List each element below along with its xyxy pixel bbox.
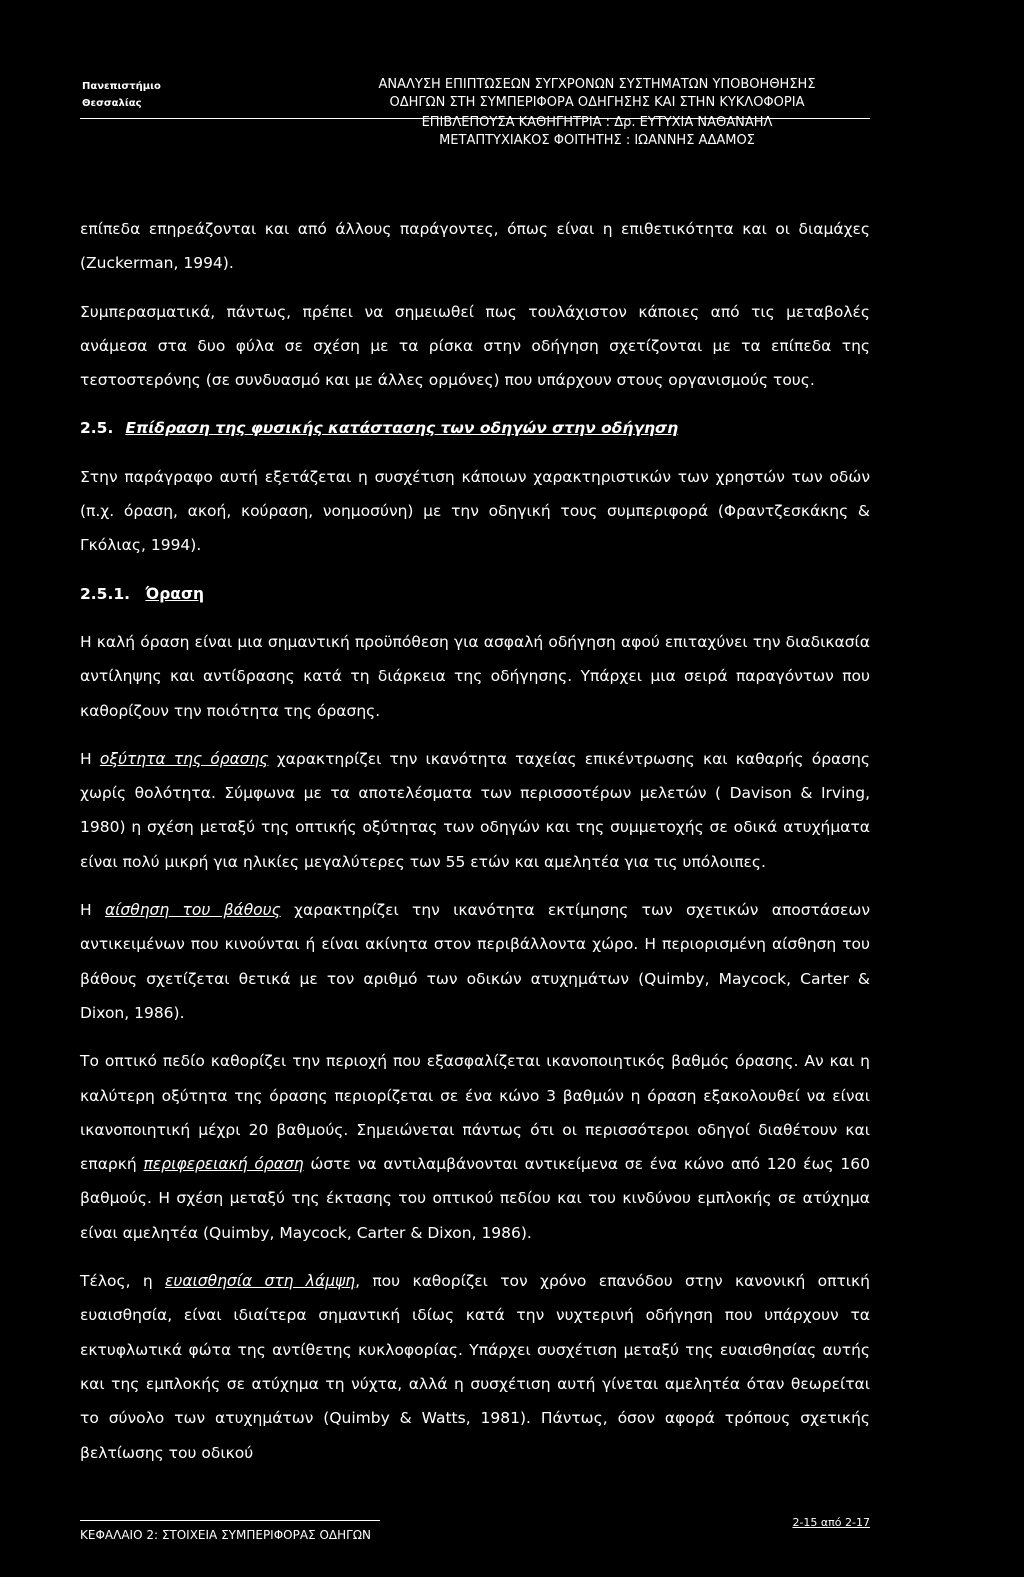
term-visual-acuity: οξύτητα της όρασης — [99, 749, 269, 768]
subsection-number: 2.5.1. — [80, 584, 131, 603]
header-institution-line1: Πανεπιστήμιο — [82, 81, 161, 92]
text: Τέλος, η — [80, 1272, 165, 1291]
section-heading-2-5 — [80, 411, 870, 445]
text: Η — [80, 901, 105, 920]
page-body — [80, 212, 870, 1484]
text: Το οπτικό πεδίο καθορίζει την περιοχή που εξασφαλίζεται ικανοποιητικός βαθμός όρασης. Αν και η καλύτερη οξύτητα της όρασης περιορίζεται σε ένα κώνο 3 βαθμών η όραση εξακολουθεί να είναι ικανοποιητική μέχρι 20 βαθμούς. Σημειώνεται πάντως ότι οι περισσότεροι οδηγοί διαθέτουν και επαρκή — [80, 1052, 870, 1174]
text: ώστε να αντιλαμβάνονται αντικείμενα σε ένα κώνο από 120 έως 160 βαθμούς. Η σχέση μεταξύ της έκτασης του οπτικού πεδίου και του κινδύνου εμπλοκής σε ατύχημα είναι αμελητέα (Quimby, Maycock, Carter & Dixon, 1986). — [80, 1155, 871, 1242]
paragraph-visual-field — [80, 1044, 870, 1250]
header-supervisor: ΕΠΙΒΛΕΠΟΥΣΑ ΚΑΘΗΓΗΤΡΙΑ : Δρ. ΕΥΤΥΧΙΑ ΝΑΘΑΝΑΗΛ — [421, 115, 773, 130]
text: Η — [80, 749, 100, 768]
term-depth-perception: αίσθηση του βάθους — [104, 901, 281, 920]
paragraph-depth-perception — [80, 893, 870, 1030]
paragraph-glare-sensitivity — [80, 1264, 870, 1470]
footer-divider — [80, 1520, 380, 1521]
text: χαρακτηρίζει την ικανότητα εκτίμησης των σχετικών αποστάσεων αντικειμένων που κινούνται ή είναι ακίνητα στον περιβάλλοντα χώρο. Η περιορισμένη αίσθηση του βάθους σχετίζεται θετικά με τον αριθμό των οδικών ατυχημάτων (Quimby, Maycock, Carter & Dixon, 1986). — [80, 901, 871, 1022]
text: , που καθορίζει τον χρόνο επανόδου στην κανονική οπτική ευαισθησία, είναι ιδιαίτερα σημαντική ιδίως κατά την νυχτερινή οδήγηση που υπάρχουν τα εκτυφλωτικά φώτα της αντίθετης κυκλοφορίας. Υπάρχει συσχέτιση μεταξύ της ευαισθησίας αυτής και της εμπλοκής σε ατύχημα τη νύχτα, αλλά η συσχέτιση αυτή γίνεται αμελητέα όταν θεωρείται το σύνολο των ατυχημάτων (Quimby & Watts, 1981). Πάντως, όσον αφορά τρόπους σχετικής βελτίωσης του οδικού — [80, 1272, 870, 1462]
text: χαρακτηρίζει την ικανότητα ταχείας επικέντρωσης και καθαρής όρασης χωρίς θολότητα. Σύμφωνα με τα αποτελέσματα των περισσοτέρων μελετών ( Davison & Irving, 1980) η σχέση μεταξύ της οπτικής οξύτητας των οδηγών και της συμμετοχής σε οδικά ατυχήματα είναι πολύ μικρή για ηλικίες μεγαλύτερες των 55 ετών και αμελητέα για τις υπόλοιπες. — [80, 749, 870, 871]
subsection-title: Όραση — [145, 584, 205, 603]
section-title: Επίδραση της φυσικής κατάστασης των οδηγών στην οδήγηση — [125, 419, 679, 438]
header-institution — [82, 78, 161, 112]
header-institution-line2: Θεσσαλίας — [82, 98, 142, 109]
paragraph-hormones-end: επίπεδα επηρεάζονται και από άλλους παράγοντες, όπως είναι η επιθετικότητα και οι διαμάχες (Zuckerman, 1994). — [80, 220, 870, 273]
header-title-block — [317, 76, 877, 150]
section-heading-2-5-1 — [80, 577, 870, 611]
term-glare-sensitivity: ευαισθησία στη λάμψη — [164, 1272, 356, 1291]
paragraph-visual-acuity — [80, 742, 870, 879]
paragraph-vision-intro: Η καλή όραση είναι μια σημαντική προϋπόθεση για ασφαλή οδήγηση αφού επιταχύνει την διαδικασία αντίληψης και αντίδρασης κατά τη διάρκεια της οδήγησης. Υπάρχει μια σειρά παραγόντων που καθορίζουν την ποιότητα της όρασης. — [80, 632, 870, 720]
header-title-line1: ΑΝΑΛΥΣΗ ΕΠΙΠΤΩΣΕΩΝ ΣΥΓΧΡΟΝΩΝ ΣΥΣΤΗΜΑΤΩΝ ΥΠΟΒΟΗΘΗΣΗΣ — [378, 77, 816, 92]
paragraph-section-intro: Στην παράγραφο αυτή εξετάζεται η συσχέτιση κάποιων χαρακτηριστικών των χρηστών των οδών (π.χ. όραση, ακοή, κούραση, νοημοσύνη) με την οδηγική τους συμπεριφορά (Φραντζεσκάκης & Γκόλιας, 1994). — [80, 467, 870, 555]
header-student: ΜΕΤΑΠΤΥΧΙΑΚΟΣ ΦΟΙΤΗΤΗΣ : ΙΩΑΝΝΗΣ ΑΔΑΜΟΣ — [439, 133, 755, 148]
term-peripheral-vision: περιφερειακή όραση — [143, 1155, 304, 1174]
section-number: 2.5. — [80, 419, 114, 438]
paragraph-conclusion: Συμπερασματικά, πάντως, πρέπει να σημειωθεί πως τουλάχιστον κάποιες από τις μεταβολές ανάμεσα στα δυο φύλα σε σχέση με τα ρίσκα στην οδήγηση σχετίζονται με τα επίπεδα της τεστοστερόνης (σε συνδυασμό και με άλλες ορμόνες) που υπάρχουν στους οργανισμούς τους. — [80, 302, 870, 390]
footer-chapter: ΚΕΦΑΛΑΙΟ 2: ΣΤΟΙΧΕΙΑ ΣΥΜΠΕΡΙΦΟΡΑΣ ΟΔΗΓΩΝ — [80, 1528, 371, 1542]
footer-page-number: 2-15 από 2-17 — [792, 1516, 870, 1529]
header-divider — [80, 118, 870, 119]
header-title-line2: ΟΔΗΓΩΝ ΣΤΗ ΣΥΜΠΕΡΙΦΟΡΑ ΟΔΗΓΗΣΗΣ ΚΑΙ ΣΤΗΝ ΚΥΚΛΟΦΟΡΙΑ — [389, 95, 805, 110]
